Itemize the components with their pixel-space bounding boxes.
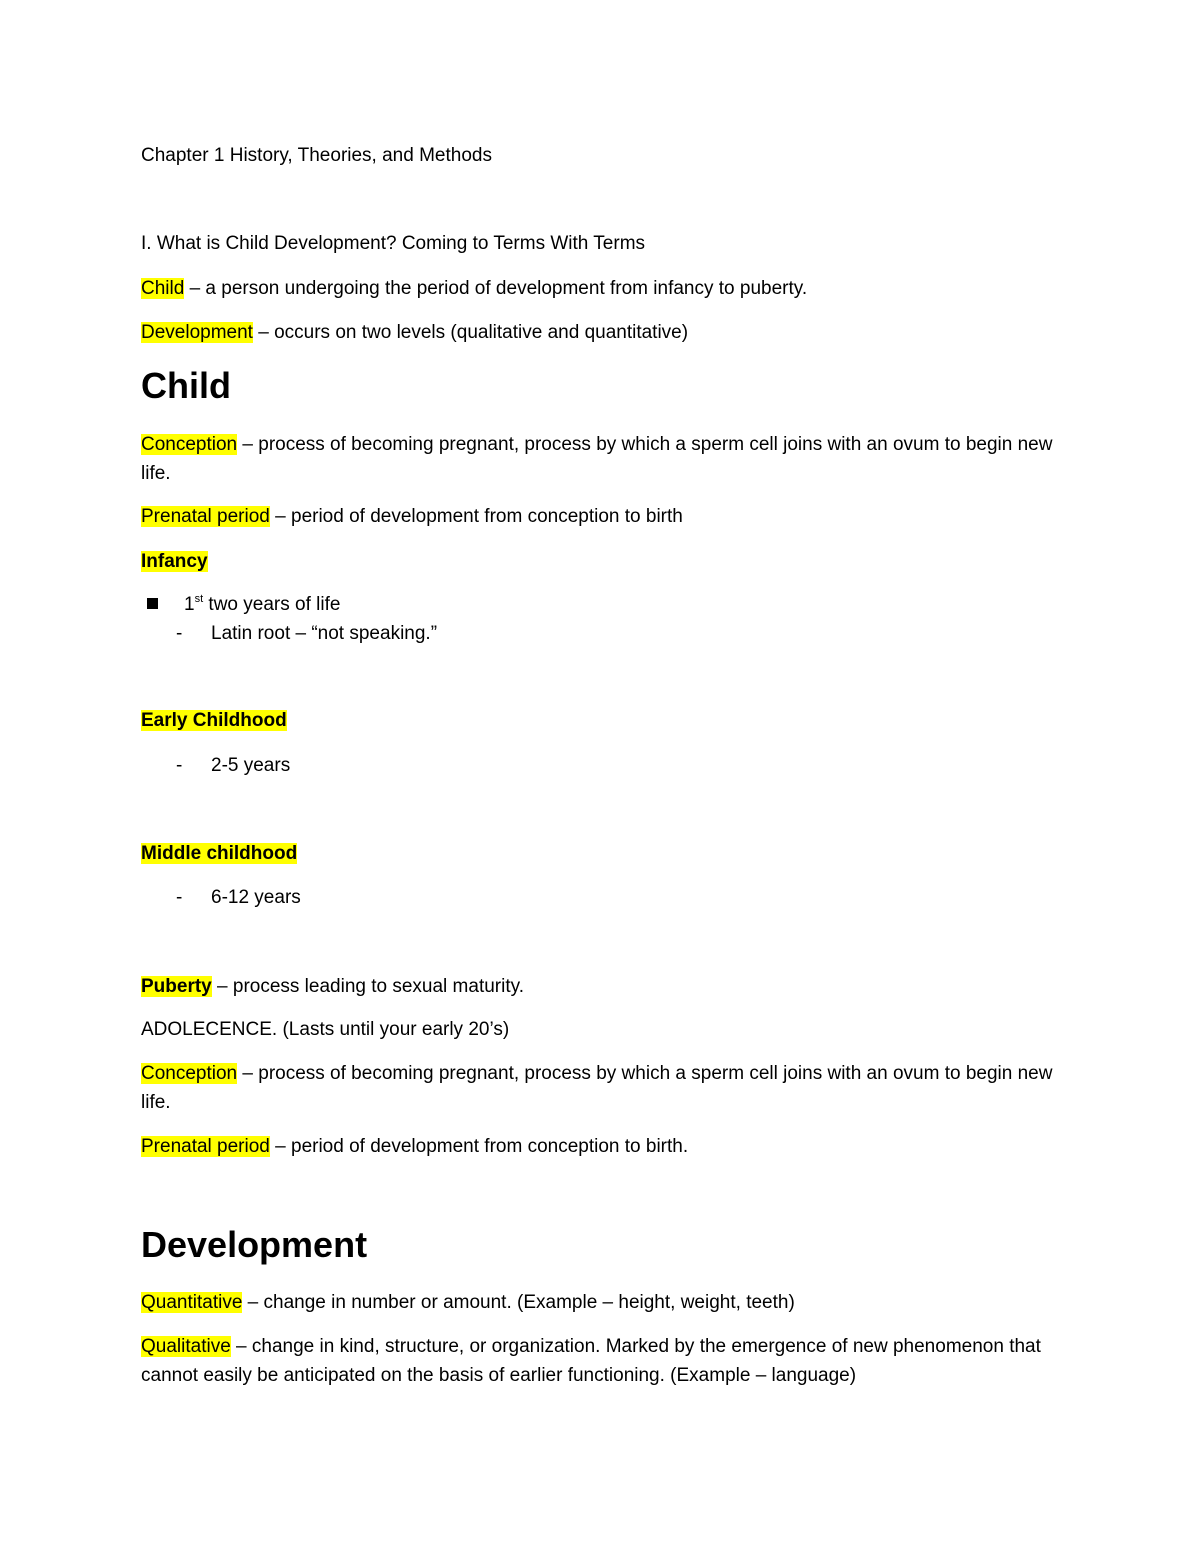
term-infancy: Infancy <box>141 551 208 572</box>
term-development: Development <box>141 322 253 343</box>
early-childhood-years: 2-5 years <box>211 755 291 776</box>
definition-text: – process leading to sexual maturity. <box>211 976 524 997</box>
term-early-childhood: Early Childhood <box>141 710 287 731</box>
heading-child: Child <box>141 365 231 406</box>
dash-bullet-icon: - <box>176 887 183 908</box>
definition-text: – process of becoming pregnant, process by which a sperm cell joins with an ovum to begin new life. <box>141 1063 1053 1113</box>
heading-development: Development <box>141 1224 368 1265</box>
definition-puberty <box>141 972 524 1001</box>
dash-bullet-icon: - <box>176 755 183 776</box>
definition-text: – a person undergoing the period of development from infancy to puberty. <box>184 278 808 299</box>
term-prenatal-period: Prenatal period <box>141 506 270 527</box>
definition-prenatal-period-2 <box>141 1132 688 1161</box>
definition-text: – change in kind, structure, or organization. Marked by the emergence of new phenomenon that cannot easily be anticipated on the basis of earlier functioning. (Example – language) <box>141 1336 1041 1386</box>
definition-text: – process of becoming pregnant, process by which a sperm cell joins with an ovum to begin new life. <box>141 434 1053 484</box>
term-child: Child <box>141 278 185 299</box>
term-middle-childhood-line <box>141 839 297 868</box>
bullet-text: two years of life <box>203 594 341 615</box>
term-middle-childhood: Middle childhood <box>141 843 298 864</box>
middle-childhood-years: 6-12 years <box>211 887 301 908</box>
section-heading: I. What is Child Development? Coming to Terms With Terms <box>141 233 646 254</box>
dash-bullet-icon: - <box>176 623 183 644</box>
term-infancy-line <box>141 547 208 576</box>
bullet-item-infancy <box>184 590 340 619</box>
definition-qualitative <box>141 1332 1061 1390</box>
sub-item-latin-root: Latin root – “not speaking.” <box>211 623 438 644</box>
definition-text: – period of development from conception to birth. <box>269 1136 689 1157</box>
definition-text: – change in number or amount. (Example – height, weight, teeth) <box>242 1292 795 1313</box>
term-prenatal-period: Prenatal period <box>141 1136 270 1157</box>
definition-conception <box>141 430 1061 488</box>
adolescence-line: ADOLECENCE. (Lasts until your early 20’s) <box>141 1019 510 1040</box>
square-bullet-icon <box>147 598 158 609</box>
bullet-number: 1 <box>184 594 195 615</box>
term-conception: Conception <box>141 434 238 455</box>
term-conception: Conception <box>141 1063 238 1084</box>
bullet-superscript: st <box>194 593 204 605</box>
term-quantitative: Quantitative <box>141 1292 243 1313</box>
definition-development <box>141 318 688 347</box>
definition-prenatal-period <box>141 502 683 531</box>
definition-text: – period of development from conception to birth <box>269 506 683 527</box>
definition-quantitative <box>141 1288 795 1317</box>
term-qualitative: Qualitative <box>141 1336 231 1357</box>
definition-text: – occurs on two levels (qualitative and quantitative) <box>252 322 689 343</box>
term-puberty: Puberty <box>141 976 212 997</box>
chapter-title: Chapter 1 History, Theories, and Methods <box>141 145 492 166</box>
definition-conception-2 <box>141 1059 1061 1117</box>
definition-child <box>141 274 807 303</box>
term-early-childhood-line <box>141 706 287 735</box>
